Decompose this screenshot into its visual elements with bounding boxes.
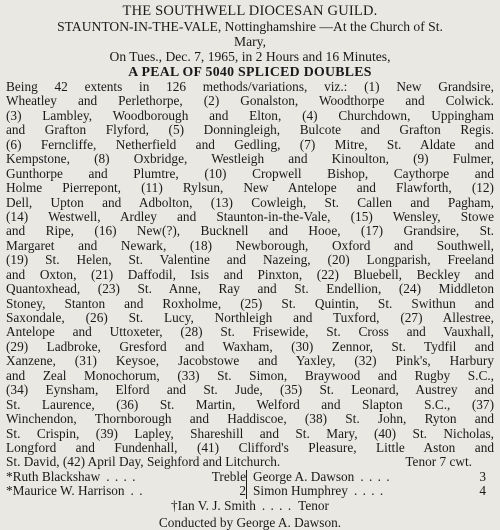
location-line: STAUNTON-IN-THE-VALE, Nottinghamshire —At the Church of St. (57, 19, 443, 34)
methods-line: (3) Lambley, Woodborough and Elton, (4) Churchdown, Uppingham (6, 108, 494, 123)
ringer-name: †Ian V. J. Smith (171, 497, 256, 513)
methods-line: Longford and Fundenhall, (41) Clifford's Pleasure, Little Aston and (6, 440, 494, 455)
ringer-row (6, 470, 494, 484)
leader-dots: . . . . (261, 497, 293, 513)
ringer-name: Simon Humphrey (253, 483, 348, 499)
methods-line: Gunthorpe and Plumtre, (10) Cropwell Bishop, Caythorpe and (6, 166, 494, 181)
methods-line: Being 42 extents in 126 methods/variations, viz.: (1) New Grandsire, (6, 80, 494, 94)
ringer-bell: Tenor (298, 497, 329, 513)
guild-heading: THE SOUTHWELL DIOCESAN GUILD. (122, 3, 378, 19)
methods-line: Winchendon, Thornborough and Haddiscoe, (38) St. John, Ryton and (6, 412, 494, 427)
methods-line: Xanzene, (31) Keysoe, Jacobstowe and Yaxley, (32) Pink's, Harbury (6, 354, 494, 369)
methods-line: Margaret and Newark, (18) Newborough, Oxford and Southwell, (6, 238, 494, 253)
methods-line: and Ripe, (16) New(?), Bucknell and Hooe, (17) Grandsire, St. (6, 224, 494, 239)
methods-line: Stoney, Stanton and Roxholme, (25) St. Quintin, St. Swithun and (6, 296, 494, 311)
tenor-weight: Tenor 7 cwt. (405, 455, 472, 470)
ringer-entry (6, 484, 246, 498)
ringer-entry (6, 470, 246, 484)
ringer-bell: 4 (479, 483, 486, 499)
ringer-entry (246, 484, 486, 498)
date-duration-line: On Tues., Dec. 7, 1965, in 2 Hours and 16 Minutes, (109, 49, 391, 64)
methods-line: Kempstone, (8) Oxbridge, Westleigh and Kinoulton, (9) Fulmer, (6, 152, 494, 167)
peal-title: A PEAL OF 5040 SPLICED DOUBLES (128, 64, 372, 79)
location-line-continued: Mary, (234, 34, 266, 49)
ringer-name: *Maurice W. Harrison (6, 483, 125, 499)
methods-line: (19) St. Helen, St. Valentine and Nazeing, (20) Longparish, Freeland (6, 253, 494, 268)
ringer-row (6, 484, 494, 498)
methods-line: Antelope and Uttoxeter, (28) St. Frisewide, St. Cross and Vauxhall, (6, 325, 494, 340)
methods-last-line (6, 455, 494, 469)
methods-line: Dell, Upton and Adbolton, (13) Cowleigh, St. Callen and Pagham, (6, 195, 494, 210)
ringer-bell: 3 (479, 468, 486, 484)
methods-last-text: St. David, (42) April Day, Seighford and Litchurch. (6, 455, 281, 470)
methods-line: St. Crispin, (39) Lapley, Shareshill and St. Mary, (40) St. Nicholas, (6, 426, 494, 441)
ringer-bell: Treble (211, 468, 246, 484)
conductor-line: Conducted by George A. Dawson. (158, 514, 342, 530)
methods-line: (29) Ladbroke, Gresford and Waxham, (30) Zennor, St. Tydfil and (6, 339, 494, 354)
methods-line: and Oxton, (21) Daffodil, Isis and Pinxton, (22) Bluebell, Beckley and (6, 267, 494, 282)
methods-line: (6) Ferncliffe, Netherfield and Gedling, (7) Mitre, St. Aldate and (6, 137, 494, 152)
methods-line: and Grafton Flyford, (5) Donningleigh, Bulcote and Grafton Regis. (6, 123, 494, 138)
leader-dots: . . . . (360, 469, 391, 484)
methods-line: (14) Westwell, Ardley and Staunton-in-the-Vale, (15) Wensley, Stowe (6, 209, 494, 224)
ringer-entry (246, 470, 486, 484)
ringer-name: *Ruth Blackshaw (6, 468, 101, 484)
leader-dots: . . . . (353, 484, 385, 499)
leader-dots: . . (130, 484, 144, 499)
methods-paragraph (6, 80, 494, 455)
ringer-name: George A. Dawson (253, 468, 355, 484)
methods-line: Saxondale, (26) St. Lucy, Northleigh and Tuxford, (27) Allestree, (6, 311, 494, 325)
methods-line: Holme Pierrepont, (11) Rylsun, New Antelope and Flawforth, (12) (6, 181, 494, 196)
methods-line: Quantoxhead, (23) St. Anne, Ray and St. Endellion, (24) Middleton (6, 282, 494, 297)
methods-line: and Zeal Monochorum, (33) St. Simon, Braywood and Rugby S.C., (6, 368, 494, 383)
leader-dots: . . . . (106, 469, 137, 484)
methods-line: Wheatley and Perlethorpe, (2) Gonalston, Woodthorpe and Colwick. (6, 94, 494, 109)
ringer-bell: 2 (239, 483, 246, 499)
ringers-list (6, 470, 494, 513)
methods-line: (34) Eynsham, Elford and St. Jude, (35) St. Leonard, Austrey and (6, 383, 494, 398)
methods-line: St. Laurence, (36) St. Martin, Welford and Slapton S.C., (37) (6, 397, 494, 412)
